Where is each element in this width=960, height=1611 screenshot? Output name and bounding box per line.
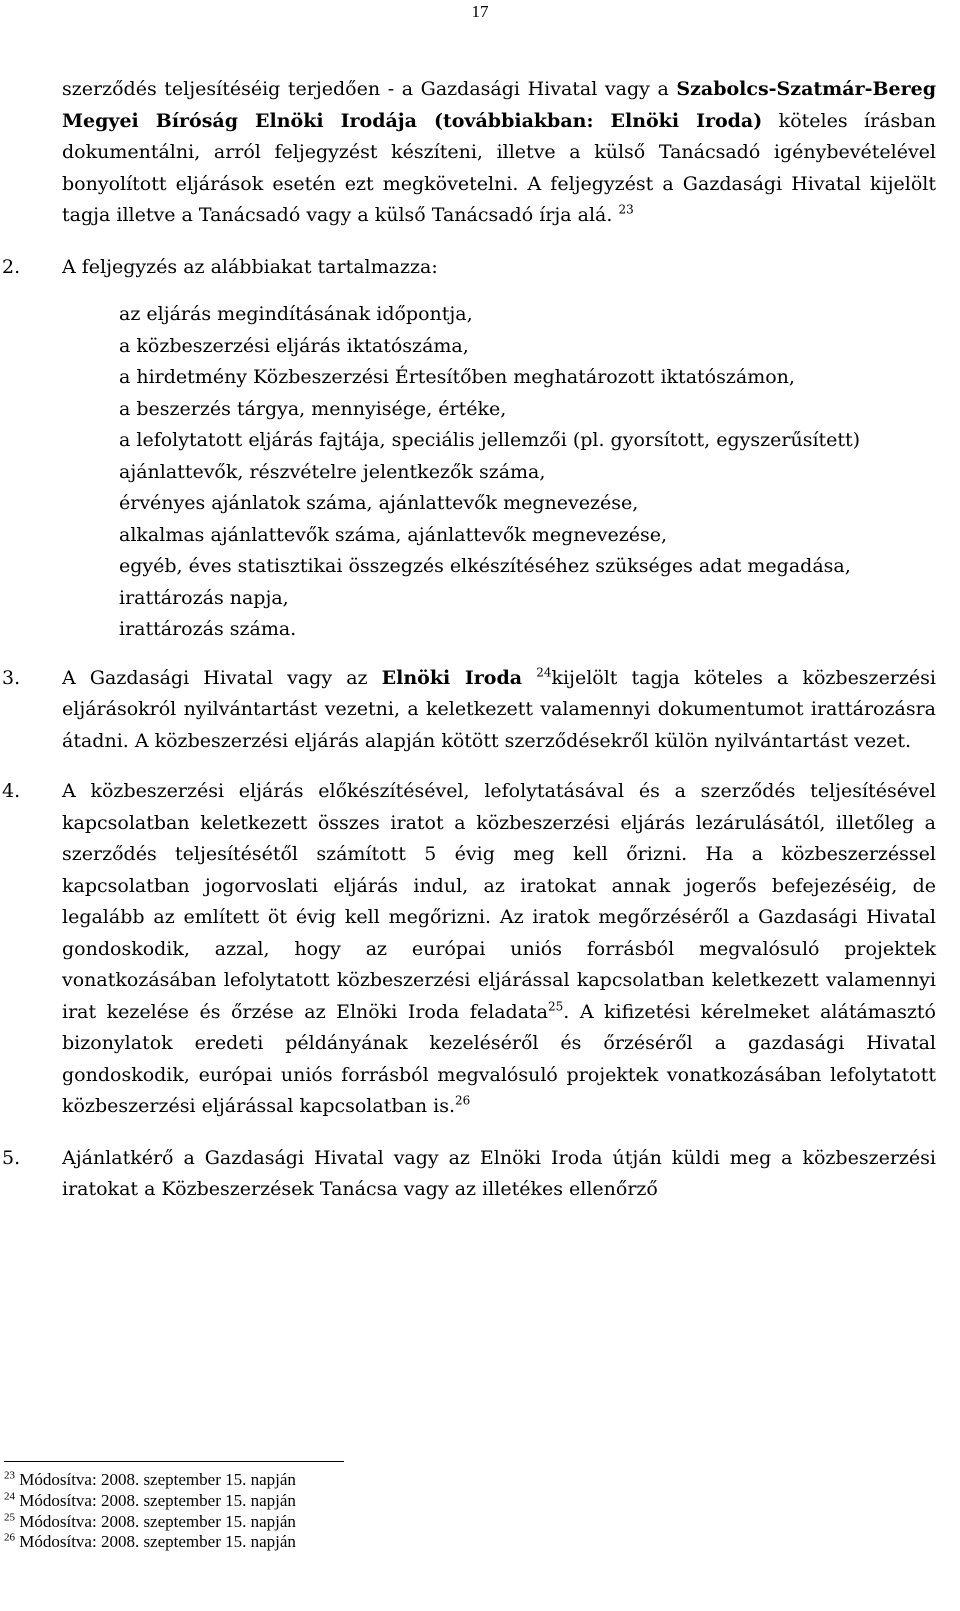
footnote-23: [4, 1470, 504, 1491]
section-3-bold: Elnöki Iroda: [381, 666, 523, 689]
section-3-space: [522, 667, 536, 689]
intro-bold-court: Szabolcs-Szatmár-Bereg Megyei Bíróság Elnöki Irodája (továbbiakban: Elnöki Iroda): [62, 78, 936, 132]
list-item: egyéb, éves statisztikai összegzés elkészítéséhez szükséges adat megadása,: [119, 555, 851, 577]
list-item: a hirdetmény Közbeszerzési Értesítőben meghatározott iktatószámon,: [119, 366, 795, 388]
footnote-divider: [4, 1461, 344, 1462]
list-item: érvényes ajánlatok száma, ajánlattevők megnevezése,: [119, 492, 639, 514]
list-item: az eljárás megindításának időpontja,: [119, 303, 473, 325]
footnotes: [4, 1461, 504, 1553]
list-item: a lefolytatott eljárás fajtája, speciális jellemzői (pl. gyorsított, egyszerűsített): [119, 429, 861, 451]
intro-text-2: köteles írásban dokumentálni, arról feljegyzést készíteni, illetve a külső Tanácsadó igénybevételével bonyolított eljárások esetén ezt megkövetelni. A feljegyzést a Gazdasági Hivatal kijelölt tagja illetve a Tanácsadó vagy a külső Tanácsadó írja alá.: [62, 109, 936, 226]
footnote-number: 23: [4, 1469, 15, 1482]
record-contents-list: [62, 299, 936, 646]
section-4-number: 4.: [2, 780, 21, 802]
page-number: 17: [471, 2, 489, 21]
section-2-text: A feljegyzés az alábbiakat tartalmazza:: [62, 255, 438, 278]
intro-text-1: szerződés teljesítéséig terjedően - a Gazdasági Hivatal vagy a: [62, 78, 677, 100]
footnote-number: 25: [4, 1510, 15, 1523]
section-3-text-2: kijelölt tagja köteles a közbeszerzési eljárásokról nyilvántartást vezetni, a keletkezett valamennyi dokumentumot irattározásra átadni. A közbeszerzési eljárás alapján kötött szerződésekről külön nyilvántartást vezet.: [62, 666, 936, 752]
section-5-text: Ajánlatkérő a Gazdasági Hivatal vagy az Elnöki Iroda útján küldi meg a közbeszerzési iratokat a Közbeszerzések Tanácsa vagy az illetékes ellenőrző: [62, 1146, 936, 1200]
section-3-number: 3.: [2, 666, 21, 689]
list-item: a közbeszerzési eljárás iktatószáma,: [119, 334, 469, 357]
section-3-text-1: A Gazdasági Hivatal vagy az: [62, 666, 382, 689]
document-body: [2, 74, 936, 1206]
footnote-text: Módosítva: 2008. szeptember 15. napján: [19, 1511, 296, 1531]
section-2-number: 2.: [2, 255, 21, 278]
intro-paragraph: [62, 74, 936, 232]
footnote-text: Módosítva: 2008. szeptember 15. napján: [19, 1470, 296, 1489]
list-item: irattározás száma.: [119, 618, 297, 640]
section-4-text-1: A közbeszerzési eljárás előkészítésével, lefolytatásával és a szerződés teljesítésével kapcsolatban keletkezett összes iratot a közbeszerzési eljárás lezárulásától, illetőleg a szerződés teljesítésétől számított 5 évig meg kell őrizni. Ha a közbeszerzéssel kapcsolatban jogorvoslati eljárás indul, az iratokat annak jogerős befejezéséig, de legalább az említett öt évig kell megőrizni. Az iratok megőrzéséről a Gazdasági Hivatal gondoskodik, azzal, hogy az európai uniós forrásból megvalósuló projektek vonatkozásában lefolytatott közbeszerzési eljárással kapcsolatban keletkezett valamennyi irat kezelése és őrzése az Elnöki Iroda feladata: [62, 780, 936, 1023]
section-2: [2, 252, 936, 646]
footnote-26: [4, 1532, 504, 1553]
footnote-ref-23[interactable]: 23: [618, 202, 634, 217]
section-4: [2, 776, 936, 1123]
list-item: a beszerzés tárgya, mennyisége, értéke,: [119, 397, 507, 420]
list-item: irattározás napja,: [119, 586, 289, 609]
footnote-ref-25[interactable]: 25: [547, 999, 564, 1014]
footnote-24: [4, 1491, 504, 1512]
section-5: [2, 1143, 936, 1206]
footnote-ref-26[interactable]: 26: [454, 1093, 471, 1108]
list-item: alkalmas ajánlattevők száma, ajánlattevők megnevezése,: [119, 523, 667, 546]
footnote-text: Módosítva: 2008. szeptember 15. napján: [19, 1490, 296, 1510]
footnote-number: 24: [4, 1490, 15, 1503]
section-3: [2, 663, 936, 758]
footnote-ref-24[interactable]: 24: [536, 665, 552, 680]
section-5-number: 5.: [2, 1146, 21, 1169]
footnote-text: Módosítva: 2008. szeptember 15. napján: [19, 1532, 296, 1552]
section-4-text-2: . A kifizetési kérelmeket alátámasztó bizonylatok eredeti példányának kezeléséről és őrzéséről a gazdasági Hivatal gondoskodik, európai uniós forrásból megvalósuló projektek vonatkozásában lefolytatott közbeszerzési eljárással kapcsolatban is.: [62, 1000, 936, 1117]
list-item: ajánlattevők, részvételre jelentkezők száma,: [119, 460, 546, 483]
footnote-number: 26: [4, 1531, 15, 1544]
footnote-25: [4, 1512, 504, 1533]
